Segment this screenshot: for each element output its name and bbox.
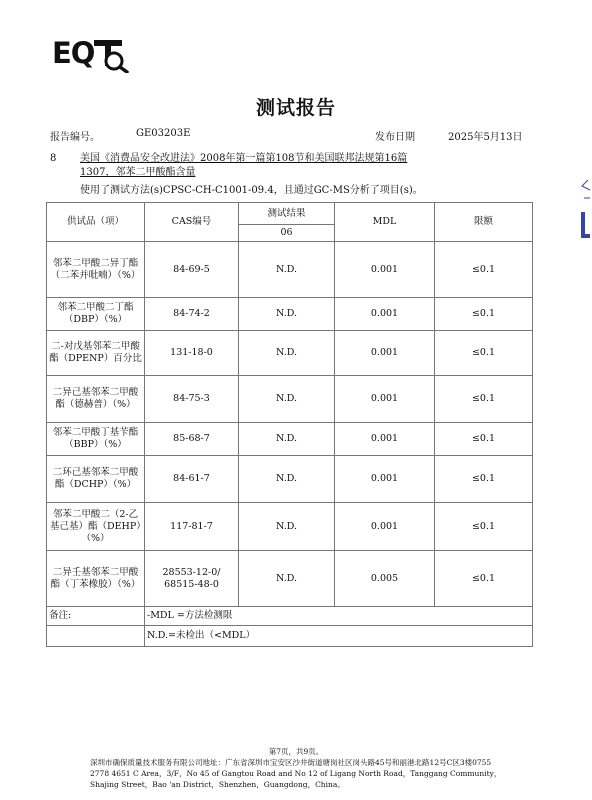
header-result: 测试结果 — [239, 203, 335, 225]
cell-limit: ≤0.1 — [435, 376, 533, 423]
cell-name: 二-对戊基邻苯二甲酸酯（DPENP）百分比 — [47, 331, 145, 376]
remarks-label: 备注: — [47, 607, 145, 626]
eqt-logo — [52, 33, 122, 73]
table-row — [47, 376, 533, 423]
cell-mdl: 0.001 — [335, 423, 435, 456]
page-title: 测试报告 — [255, 97, 336, 119]
cell-mdl: 0.005 — [335, 551, 435, 607]
cell-mdl: 0.001 — [335, 331, 435, 376]
cell-cas: 84-74-2 — [145, 298, 239, 331]
table-row — [47, 423, 533, 456]
cell-name: 二异壬基邻苯二甲酸酯（丁苯橡胶）（%） — [47, 551, 145, 607]
cell-cas: 84-61-7 — [145, 456, 239, 503]
table-row — [47, 242, 533, 298]
remarks-row — [47, 626, 533, 647]
header-cas: CAS编号 — [145, 203, 239, 242]
magnifier-icon — [94, 39, 134, 73]
header-item: 供试品（项） — [47, 203, 145, 242]
cell-cas: 117-81-7 — [145, 503, 239, 551]
cell-cas: 84-69-5 — [145, 242, 239, 298]
edge-stamp-mark — [578, 176, 592, 256]
issue-date: 2025年5月13日 — [448, 132, 523, 143]
header-mdl: MDL — [335, 203, 435, 242]
table-header-row — [47, 203, 533, 225]
cell-name: 二异己基邻苯二甲酸酯（德赫普）（%） — [47, 376, 145, 423]
table-row — [47, 551, 533, 607]
remarks-row — [47, 607, 533, 626]
cell-mdl: 0.001 — [335, 376, 435, 423]
cell-limit: ≤0.1 — [435, 456, 533, 503]
cell-result: N.D. — [239, 503, 335, 551]
cell-result: N.D. — [239, 423, 335, 456]
cell-result: N.D. — [239, 456, 335, 503]
cell-limit: ≤0.1 — [435, 503, 533, 551]
table-row — [47, 331, 533, 376]
page-number: 第7页，共9页。 — [268, 747, 324, 756]
remark-nd: N.D.=未检出（<MDL） — [145, 626, 533, 647]
header-limit: 限额 — [435, 203, 533, 242]
company-address: 深圳市确保质量技术服务有限公司地址：广东省深圳市宝安区沙井街道塘岗社区岗头路45号和丽港北路12号C区3楼0755 2778 4651 C Area，3/F，No 45 of Gangtou Road and No 12 of Ligang North Road，Tanggang Community，Shajing Street，Bao 'an District，Shenzhen，Guangdong，China。 — [90, 758, 502, 789]
cell-cas: 84-75-3 — [145, 376, 239, 423]
table-row — [47, 456, 533, 503]
section-note: 使用了测试方法(s)CPSC-CH-C1001-09.4，且通过GC-MS分析了项目(s)。 — [80, 185, 423, 196]
cell-result: N.D. — [239, 331, 335, 376]
footer — [90, 746, 502, 790]
cell-mdl: 0.001 — [335, 242, 435, 298]
cell-result: N.D. — [239, 242, 335, 298]
logo-text: EQ — [52, 36, 95, 70]
cell-limit: ≤0.1 — [435, 298, 533, 331]
date-label: 发布日期 — [375, 132, 415, 143]
cell-mdl: 0.001 — [335, 298, 435, 331]
section-number: 8 — [50, 153, 57, 164]
section-title: 美国《消费品安全改进法》2008年第一篇第108节和美国联邦法规第16篇1307，邻苯二甲酸酯含量 — [80, 153, 408, 178]
remark-mdl: -MDL =方法检测限 — [145, 607, 533, 626]
cell-name: 邻苯二甲酸丁基苄酯（BBP）（%） — [47, 423, 145, 456]
cell-mdl: 0.001 — [335, 456, 435, 503]
cell-name: 邻苯二甲酸二（2-乙基己基）酯（DEHP）（%） — [47, 503, 145, 551]
cell-name: 邻苯二甲酸二丁酯（DBP）（%） — [47, 298, 145, 331]
remarks-spacer — [47, 626, 145, 647]
cell-cas: 131-18-0 — [145, 331, 239, 376]
cell-result: N.D. — [239, 551, 335, 607]
cell-name: 邻苯二甲酸二异丁酯（二苯并吡喃）（%） — [47, 242, 145, 298]
report-no: GE03203E — [136, 128, 191, 139]
table-row — [47, 503, 533, 551]
table-row — [47, 298, 533, 331]
cell-limit: ≤0.1 — [435, 551, 533, 607]
cell-result: N.D. — [239, 376, 335, 423]
header-sample: 06 — [239, 225, 335, 242]
cell-cas: 85-68-7 — [145, 423, 239, 456]
cell-limit: ≤0.1 — [435, 331, 533, 376]
report-no-label: 报告编号。 — [50, 132, 100, 143]
cell-limit: ≤0.1 — [435, 242, 533, 298]
cell-result: N.D. — [239, 298, 335, 331]
cell-mdl: 0.001 — [335, 503, 435, 551]
cell-name: 二环己基邻苯二甲酸酯（DCHP）（%） — [47, 456, 145, 503]
cell-cas: 28553-12-0/ 68515-48-0 — [145, 551, 239, 607]
results-table — [46, 202, 533, 647]
cell-limit: ≤0.1 — [435, 423, 533, 456]
